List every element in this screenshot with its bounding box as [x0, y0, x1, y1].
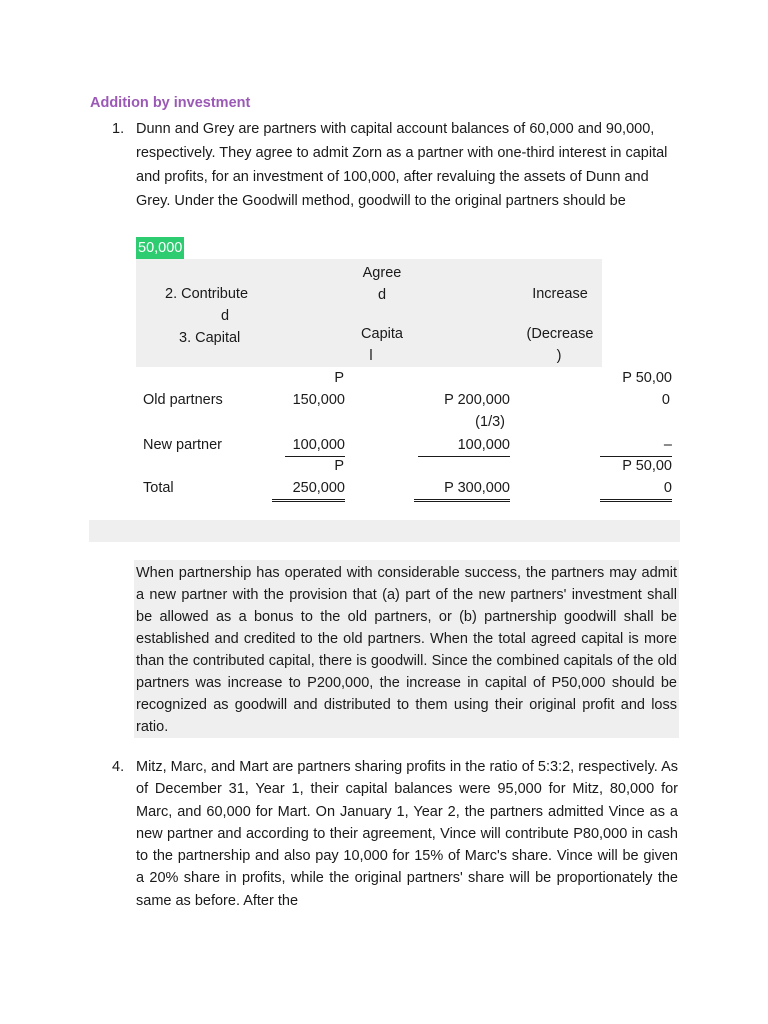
- row-label-new-partner: New partner: [143, 437, 222, 453]
- question-number: 4.: [112, 759, 125, 775]
- col-header-agreed-capital-wrap: l: [369, 348, 373, 364]
- col-header-increase: Increase: [532, 286, 588, 302]
- question-1: [112, 117, 672, 213]
- row-label-old-partners: Old partners: [143, 392, 223, 408]
- new-increase: –: [600, 434, 672, 457]
- total-contributed: 250,000: [272, 477, 345, 502]
- new-fraction: (1/3): [475, 414, 505, 430]
- col-header-agreed-capital: Capita: [361, 326, 403, 342]
- total-agreed: P 300,000: [414, 477, 510, 502]
- total-increase: P 50,00: [622, 458, 672, 474]
- col-header-decrease-wrap: ): [556, 348, 562, 364]
- col-header-agreed: Agree: [362, 265, 402, 281]
- col-header-decrease: (Decrease: [526, 326, 594, 342]
- old-contrib-prefix: P: [334, 370, 344, 386]
- new-agreed: 100,000: [418, 434, 510, 457]
- old-increase-wrap: 0: [661, 392, 670, 408]
- old-agreed: P 200,000: [444, 392, 510, 408]
- empty-band: [89, 520, 680, 542]
- section-heading: Addition by investment: [90, 95, 251, 111]
- total-contrib-prefix: P: [334, 458, 344, 474]
- question-4: [112, 756, 678, 912]
- old-contributed: 150,000: [292, 392, 345, 408]
- new-contributed: 100,000: [285, 434, 345, 457]
- col-header-capital: 3. Capital: [179, 330, 241, 346]
- col-header-contributed-wrap: d: [220, 308, 230, 324]
- old-increase: P 50,00: [622, 370, 672, 386]
- answer-highlight: 50,000: [136, 237, 184, 259]
- explanation-text: When partnership has operated with considerable success, the partners may admit a new partner with the provision that (a) part of the new partners' investment shall be allowed as a bonus to the old partners, or (b) partnership goodwill shall be established and credited to the old partners. When the total agreed capital is more than the contributed capital, there is goodwill. Since the combined capitals of the old partners was increase to P200,000, the increase in capital of P50,000 should be recognized as goodwill and distributed to them using their original profit and loss ratio.: [136, 565, 677, 735]
- col-header-contributed: 2. Contribute: [165, 286, 249, 302]
- total-increase-wrap: 0: [600, 477, 672, 502]
- question-text: Dunn and Grey are partners with capital account balances of 60,000 and 90,000, respectively. They agree to admit Zorn as a partner with one-third interest in capital and profits, for an investment of 100,000, after revaluing the assets of Dunn and Grey. Under the Goodwill method, goodwill to the original partners should be: [136, 121, 668, 209]
- question-text: Mitz, Marc, and Mart are partners sharing profits in the ratio of 5:3:2, respectively. As of December 31, Year 1, their capital balances were 95,000 for Mitz, 80,000 for Marc, and 60,000 for Mart. On January 1, Year 2, the partners admitted Vince as a new partner and according to their agreement, Vince will contribute P80,000 in cash to the partnership and also pay 10,000 for 15% of Marc's share. Vince will be given a 20% share in profits, while the original partners' share will be proportionately the same as before. After the: [136, 759, 678, 909]
- col-header-agreed-wrap: d: [377, 287, 387, 303]
- question-number: 1.: [112, 121, 125, 137]
- row-label-total: Total: [143, 480, 174, 496]
